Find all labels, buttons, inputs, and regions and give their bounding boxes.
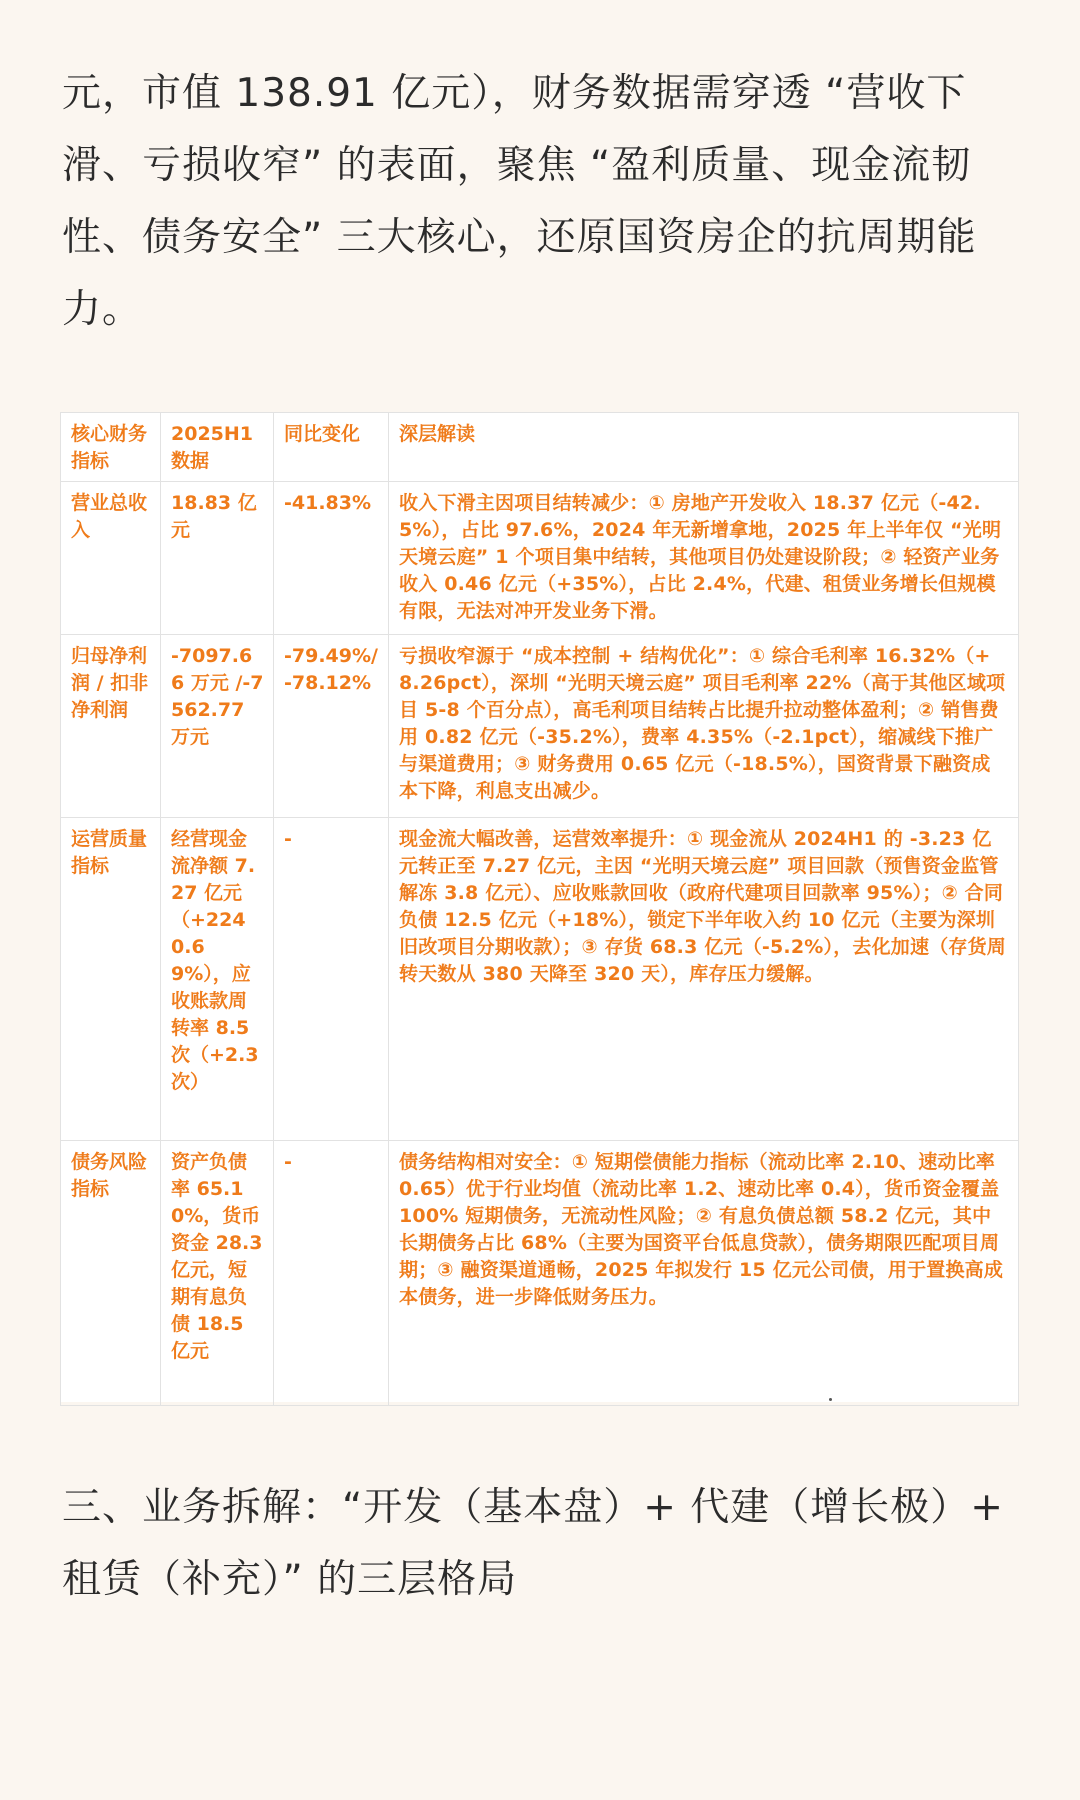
metric-cell: 营业总收入 <box>61 482 161 635</box>
interpretation-cell: 亏损收窄源于 “成本控制 + 结构优化”：① 综合毛利率 16.32%（+8.26pct），深圳 “光明天境云庭” 项目毛利率 22%（高于其他区域项目 5-8 个百分点），高毛利项目结转占比提升拉动整体盈利；② 销售费用 0.82 亿元（-35.2%），费率 4.35%（-2.1pct），缩减线下推广与渠道费用；③ 财务费用 0.65 亿元（-18.5%），国资背景下融资成本下降，利息支出减少。 <box>389 635 1019 818</box>
change-cell: - <box>274 1141 389 1406</box>
data-cell: -7097.66 万元 /-7562.77 万元 <box>161 635 274 818</box>
financial-metrics-table <box>60 412 1019 1406</box>
table-row <box>61 1141 1019 1406</box>
header-change: 同比变化 <box>274 413 389 482</box>
data-cell: 经营现金流净额 7.27 亿元（+2240.69%），应收账款周转率 8.5 次（+2.3 次） <box>161 818 274 1141</box>
table-row <box>61 818 1019 1141</box>
intro-paragraph: 元，市值 138.91 亿元），财务数据需穿透 “营收下滑、亏损收窄” 的表面，聚焦 “盈利质量、现金流韧性、债务安全” 三大核心，还原国资房企的抗周期能力。 <box>62 71 977 332</box>
interpretation-cell: 债务结构相对安全：① 短期偿债能力指标（流动比率 2.10、速动比率 0.65）优于行业均值（流动比率 1.2、速动比率 0.4），货币资金覆盖 100% 短期债务，无流动性风险；② 有息负债总额 58.2 亿元，其中长期债务占比 68%（主要为国资平台低息贷款），债务期限匹配项目周期；③ 融资渠道通畅，2025 年拟发行 15 亿元公司债，用于置换高成本债务，进一步降低财务压力。 <box>389 1141 1019 1406</box>
change-cell: -41.83% <box>274 482 389 635</box>
section-heading: 三、业务拆解：“开发（基本盘）+ 代建（增长极）+ 租赁（补充）” 的三层格局 <box>62 1485 1004 1602</box>
interpretation-cell: 收入下滑主因项目结转减少：① 房地产开发收入 18.37 亿元（-42.5%），占比 97.6%，2024 年无新增拿地，2025 年上半年仅 “光明天境云庭” 1 个项目集中结转，其他项目仍处建设阶段；② 轻资产业务收入 0.46 亿元（+35%），占比 2.4%，代建、租赁业务增长但规模有限，无法对冲开发业务下滑。 <box>389 482 1019 635</box>
data-cell: 18.83 亿元 <box>161 482 274 635</box>
table-row <box>61 635 1019 818</box>
table-row <box>61 482 1019 635</box>
table-header-row <box>61 413 1019 482</box>
change-cell: -79.49%/-78.12% <box>274 635 389 818</box>
metric-cell: 归母净利润 / 扣非净利润 <box>61 635 161 818</box>
interpretation-cell: 现金流大幅改善，运营效率提升：① 现金流从 2024H1 的 -3.23 亿元转正至 7.27 亿元，主因 “光明天境云庭” 项目回款（预售资金监管解冻 3.8 亿元）、应收账款回收（政府代建项目回款率 95%）；② 合同负债 12.5 亿元（+18%），锁定下半年收入约 10 亿元（主要为深圳旧改项目分期收款）；③ 存货 68.3 亿元（-5.2%），去化加速（存货周转天数从 380 天降至 320 天），库存压力缓解。 <box>389 818 1019 1141</box>
header-metric: 核心财务指标 <box>61 413 161 482</box>
header-data: 2025H1 数据 <box>161 413 274 482</box>
header-interpretation: 深层解读 <box>389 413 1019 482</box>
metric-cell: 运营质量指标 <box>61 818 161 1141</box>
metric-cell: 债务风险指标 <box>61 1141 161 1406</box>
financial-metrics-table-container <box>60 412 1018 1402</box>
data-cell: 资产负债率 65.10%，货币资金 28.3 亿元，短期有息负债 18.5 亿元 <box>161 1141 274 1406</box>
stray-dot <box>829 1398 832 1401</box>
change-cell: - <box>274 818 389 1141</box>
